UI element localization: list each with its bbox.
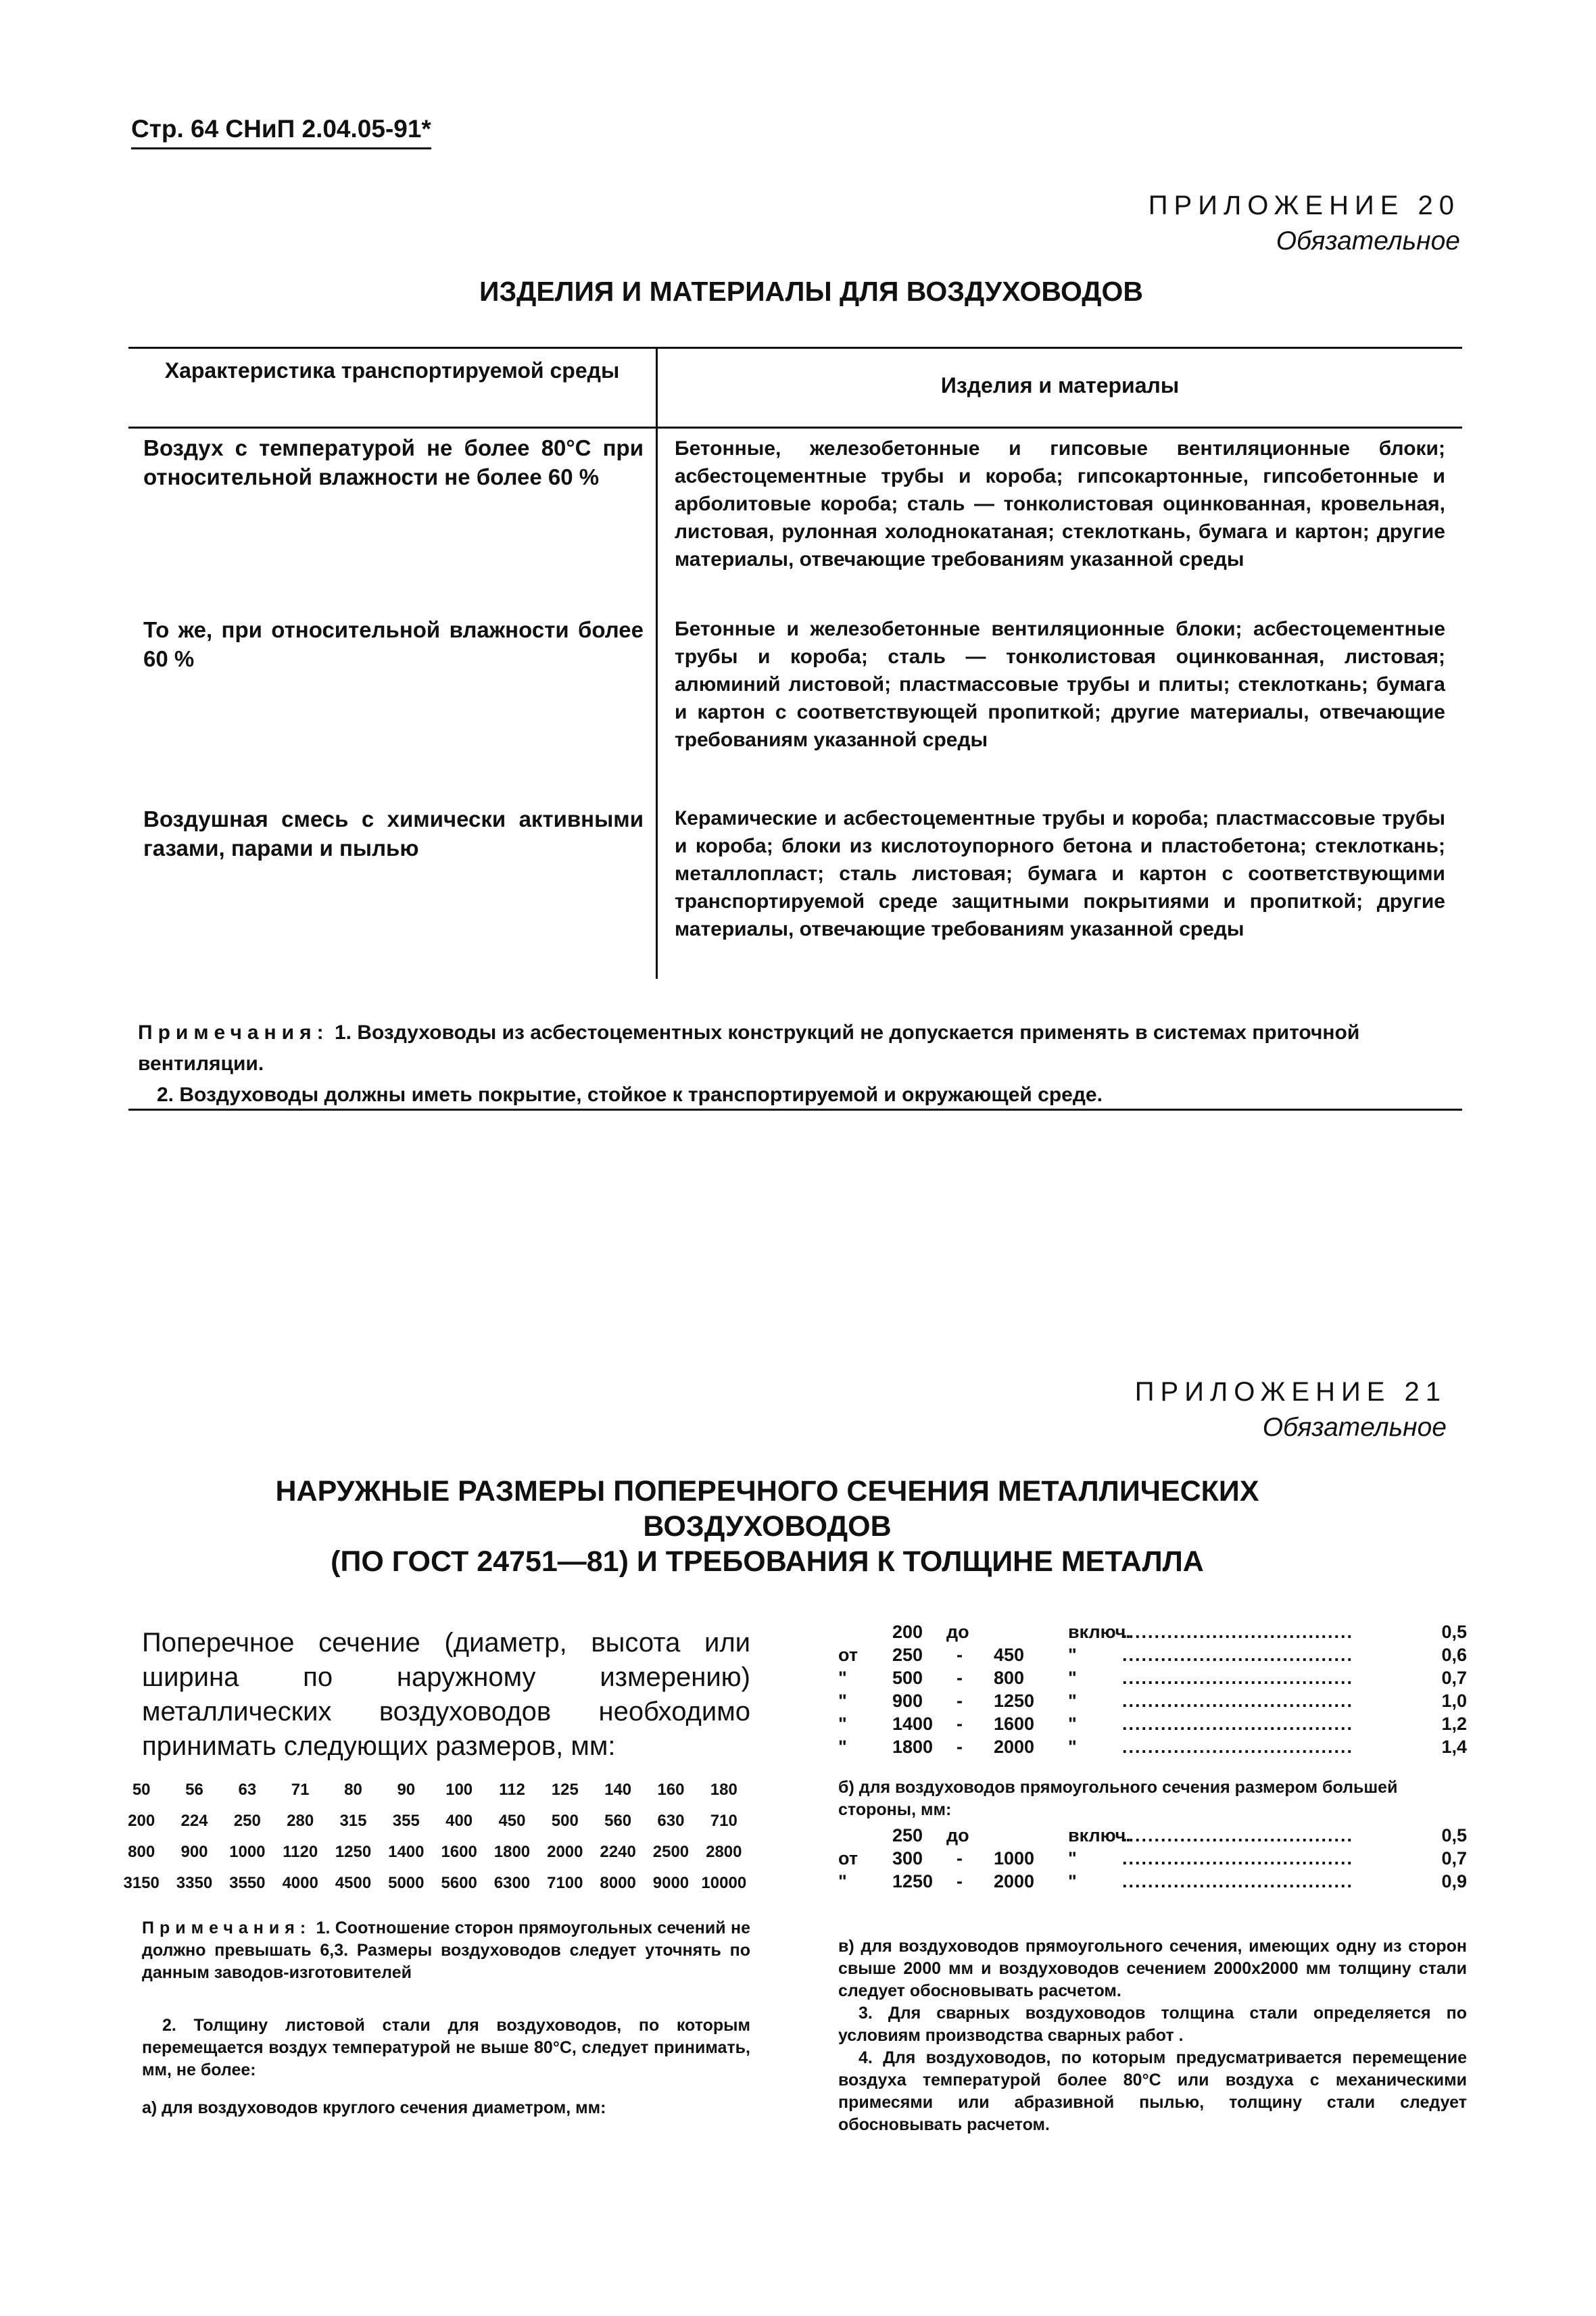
size-cell: 4500 <box>335 1874 372 1892</box>
thickness-dash: - <box>957 1714 963 1734</box>
sizes-row <box>115 1837 750 1868</box>
size-cell: 90 <box>397 1781 416 1799</box>
size-cell: 3550 <box>229 1874 266 1892</box>
size-cell: 50 <box>132 1781 151 1799</box>
size-cell: 3150 <box>123 1874 160 1892</box>
note-1-text: 1. Соотношение сторон прямоугольных сечений не должно превышать 6,3. Размеры воздуховодов следует уточнять по данным заводов-изготовителей <box>142 1919 750 1982</box>
appendix-20-label: ПРИЛОЖЕНИЕ 20 <box>1148 191 1460 220</box>
thickness-post: " <box>1068 1668 1077 1688</box>
round-thickness-table <box>838 1620 1467 1762</box>
thickness-b: 1250 <box>994 1691 1035 1711</box>
table-row-3-medium: Воздушная смесь с химически активными газами, парами и пылью <box>143 806 644 861</box>
thickness-a: 1400 <box>892 1714 934 1734</box>
sizes-row <box>115 1775 750 1806</box>
thickness-post: включ. <box>1068 1825 1131 1845</box>
sizes-table <box>115 1775 750 1899</box>
thickness-a: 250 <box>892 1825 923 1845</box>
size-cell: 5600 <box>441 1874 477 1892</box>
thickness-from: " <box>838 1714 847 1734</box>
thickness-row <box>838 1824 1467 1847</box>
page-reference: Стр. 64 СНиП 2.04.05-91* <box>131 115 431 149</box>
size-cell: 10000 <box>701 1874 747 1892</box>
thickness-dash: - <box>957 1871 963 1891</box>
thickness-b: 2000 <box>994 1871 1035 1891</box>
thickness-a: 200 <box>892 1622 923 1642</box>
thickness-b: 800 <box>994 1668 1025 1688</box>
thickness-from: от <box>838 1645 859 1665</box>
thickness-a: 250 <box>892 1645 923 1665</box>
size-cell: 2000 <box>547 1843 583 1861</box>
notes-label: Примечания: <box>142 1919 312 1937</box>
size-cell: 160 <box>657 1781 685 1799</box>
intro-paragraph: Поперечное сечение (диаметр, высота или ширина по наружному измерению) металлических воздуховодов необходимо принимать следующих размеров, мм: <box>142 1628 750 1761</box>
size-cell: 8000 <box>600 1874 636 1892</box>
thickness-from: " <box>838 1737 847 1757</box>
thickness-b: 1000 <box>994 1848 1035 1868</box>
thickness-post: " <box>1068 1714 1077 1734</box>
size-cell: 1000 <box>229 1843 266 1861</box>
notes-label: Примечания: <box>138 1021 329 1044</box>
size-cell: 280 <box>287 1812 314 1830</box>
thickness-value: 1,2 <box>1441 1714 1467 1734</box>
appendix-21-note-2b: б) для воздуховодов прямоугольного сечения размером большей стороны, мм: <box>838 1778 1398 1819</box>
size-cell: 1800 <box>493 1843 531 1861</box>
thickness-post: " <box>1068 1848 1077 1868</box>
leader-dots: .................................... <box>1122 1871 1354 1891</box>
table-row-1-materials: Бетонные, железобетонные и гипсовые вентиляционные блоки; асбестоцементные трубы и короба; гипсокартонные, гипсобетонные и арболитовые короба; сталь — тонколистовая оцинкованная, кровельная, листовая, рулонная холоднокатаная; стеклоткань, бумага и картон; другие материалы, отвечающие требованиям указанной среды <box>675 437 1445 571</box>
thickness-pre: до <box>946 1825 969 1845</box>
size-cell: 56 <box>185 1781 203 1799</box>
sizes-row <box>115 1806 750 1837</box>
thickness-post: " <box>1068 1871 1077 1891</box>
thickness-post: включ. <box>1068 1622 1131 1642</box>
size-cell: 400 <box>445 1812 473 1830</box>
table-header-medium: Характеристика транспортируемой среды <box>164 358 620 383</box>
thickness-value: 0,7 <box>1441 1848 1467 1868</box>
thickness-dash: - <box>957 1668 963 1688</box>
thickness-a: 300 <box>892 1848 923 1868</box>
appendix-21-note-2a: а) для воздуховодов круглого сечения диаметром, мм: <box>142 2098 606 2117</box>
size-cell: 112 <box>499 1781 525 1799</box>
size-cell: 355 <box>392 1812 420 1830</box>
size-cell: 63 <box>238 1781 257 1799</box>
thickness-row <box>838 1689 1467 1712</box>
divider <box>128 1109 1462 1111</box>
thickness-from: " <box>838 1691 847 1711</box>
appendix-21-status: Обязательное <box>1262 1413 1447 1442</box>
leader-dots: .................................... <box>1122 1645 1354 1665</box>
thickness-value: 0,5 <box>1441 1825 1467 1845</box>
size-cell: 250 <box>233 1812 261 1830</box>
thickness-b: 450 <box>994 1645 1025 1665</box>
thickness-row <box>838 1620 1467 1643</box>
size-cell: 9000 <box>652 1874 690 1892</box>
appendix-21-title <box>155 1474 1379 1579</box>
thickness-row <box>838 1666 1467 1689</box>
thickness-from: " <box>838 1668 847 1688</box>
thickness-a: 1250 <box>892 1871 934 1891</box>
appendix-20-notes <box>138 1017 1456 1111</box>
thickness-row <box>838 1847 1467 1870</box>
leader-dots: .................................... <box>1122 1848 1354 1868</box>
size-cell: 1400 <box>388 1843 425 1861</box>
thickness-row <box>838 1712 1467 1735</box>
table-row-3-materials: Керамические и асбестоцементные трубы и короба; пластмассовые трубы и короба; блоки из кислотоупорного бетона и пластобетона; стеклоткань; металлопласт; сталь листовая; бумага и картон с соответствующими транспортируемой среде защитными покрытиями и пропиткой; другие материалы, отвечающие требованиям указанной среды <box>675 807 1445 940</box>
size-cell: 1250 <box>335 1843 372 1861</box>
leader-dots: .................................... <box>1122 1714 1354 1734</box>
size-cell: 100 <box>445 1781 473 1799</box>
size-cell: 2240 <box>600 1843 636 1861</box>
note-4: 4. Для воздуховодов, по которым предусматривается перемещение воздуха температурой более 80°С или воздуха с механическими примесями или абразивной пылью, толщину стали следует обосновывать расчетом. <box>838 2048 1467 2134</box>
thickness-value: 1,0 <box>1441 1691 1467 1711</box>
appendix-20-title: ИЗДЕЛИЯ И МАТЕРИАЛЫ ДЛЯ ВОЗДУХОВОДОВ <box>479 276 1144 307</box>
size-cell: 125 <box>551 1781 579 1799</box>
size-cell: 4000 <box>282 1874 318 1892</box>
table-row-1-medium: Воздух с температурой не более 80°С при относительной влажности не более 60 % <box>143 435 644 489</box>
leader-dots: .................................... <box>1122 1622 1354 1642</box>
thickness-value: 0,7 <box>1441 1668 1467 1688</box>
thickness-a: 1800 <box>892 1737 934 1757</box>
thickness-row <box>838 1643 1467 1666</box>
appendix-21-note-2c-block <box>838 1935 1467 2136</box>
thickness-row <box>838 1735 1467 1758</box>
size-cell: 5000 <box>388 1874 425 1892</box>
thickness-a: 500 <box>892 1668 923 1688</box>
note-2c: в) для воздуховодов прямоугольного сечения, имеющих одну из сторон свыше 2000 мм и воздуховодов сечением 2000x2000 мм толщину стали следует обосновывать расчетом. <box>838 1937 1467 2000</box>
size-cell: 500 <box>551 1812 579 1830</box>
size-cell: 560 <box>604 1812 632 1830</box>
title-line-1: НАРУЖНЫЕ РАЗМЕРЫ ПОПЕРЕЧНОГО СЕЧЕНИЯ МЕТАЛЛИЧЕСКИХ ВОЗДУХОВОДОВ <box>275 1475 1259 1543</box>
size-cell: 2500 <box>652 1843 690 1861</box>
size-cell: 710 <box>710 1812 737 1830</box>
size-cell: 180 <box>710 1781 737 1799</box>
leader-dots: .................................... <box>1122 1825 1354 1845</box>
size-cell: 2800 <box>706 1843 742 1861</box>
size-cell: 800 <box>128 1843 155 1861</box>
note-2: 2. Воздуховоды должны иметь покрытие, стойкое к транспортируемой и окружающей среде. <box>157 1084 1103 1106</box>
rect-thickness-table <box>838 1824 1467 1898</box>
size-cell: 1120 <box>283 1843 318 1861</box>
table-header-materials: Изделия и материалы <box>940 373 1180 397</box>
size-cell: 200 <box>128 1812 155 1830</box>
thickness-b: 2000 <box>994 1737 1035 1757</box>
size-cell: 3350 <box>176 1874 213 1892</box>
thickness-dash: - <box>957 1848 963 1868</box>
size-cell: 900 <box>180 1843 208 1861</box>
materials-table <box>128 347 1462 982</box>
thickness-from: от <box>838 1848 859 1868</box>
size-cell: 224 <box>180 1812 208 1830</box>
size-cell: 315 <box>339 1812 367 1830</box>
note-3: 3. Для сварных воздуховодов толщина стали определяется по условиям производства сварных работ . <box>838 2004 1467 2045</box>
table-row-2-materials: Бетонные и железобетонные вентиляционные блоки; асбестоцементные трубы и короба; сталь — тонколистовая оцинкованная, листовая; алюминий листовой; пластмассовые трубы и плиты; стеклоткань; бумага и картон с соответствующей пропиткой; другие материалы, отвечающие требованиям указанной среды <box>675 618 1445 751</box>
thickness-post: " <box>1068 1691 1077 1711</box>
thickness-value: 0,5 <box>1441 1622 1467 1642</box>
thickness-value: 0,9 <box>1441 1871 1467 1891</box>
thickness-dash: - <box>957 1691 963 1711</box>
thickness-post: " <box>1068 1737 1077 1757</box>
size-cell: 6300 <box>493 1874 531 1892</box>
appendix-20-status: Обязательное <box>1276 226 1460 256</box>
table-row-2-medium: То же, при относительной влажности более 60 % <box>143 617 644 671</box>
thickness-a: 900 <box>892 1691 923 1711</box>
size-cell: 7100 <box>547 1874 583 1892</box>
thickness-value: 1,4 <box>1441 1737 1467 1757</box>
thickness-b: 1600 <box>994 1714 1035 1734</box>
appendix-21-label: ПРИЛОЖЕНИЕ 21 <box>1134 1377 1447 1407</box>
leader-dots: .................................... <box>1122 1737 1354 1757</box>
leader-dots: .................................... <box>1122 1691 1354 1711</box>
thickness-dash: - <box>957 1645 963 1665</box>
thickness-value: 0,6 <box>1441 1645 1467 1665</box>
thickness-row <box>838 1870 1467 1893</box>
size-cell: 1600 <box>441 1843 477 1861</box>
size-cell: 630 <box>657 1812 685 1830</box>
leader-dots: .................................... <box>1122 1668 1354 1688</box>
thickness-dash: - <box>957 1737 963 1757</box>
size-cell: 450 <box>498 1812 526 1830</box>
thickness-post: " <box>1068 1645 1077 1665</box>
sizes-row <box>115 1868 750 1899</box>
appendix-21-note-1 <box>142 1917 750 1984</box>
thickness-pre: до <box>946 1622 969 1642</box>
title-line-2: (ПО ГОСТ 24751—81) И ТРЕБОВАНИЯ К ТОЛЩИНЕ МЕТАЛЛА <box>331 1545 1204 1578</box>
thickness-from: " <box>838 1871 847 1891</box>
appendix-21-note-2: 2. Толщину листовой стали для воздуховодов, по которым перемещается воздух температурой не выше 80°С, следует принимать, мм, не более: <box>142 2016 750 2079</box>
size-cell: 80 <box>344 1781 362 1799</box>
size-cell: 140 <box>604 1781 632 1799</box>
size-cell: 71 <box>291 1781 310 1799</box>
note-1: 1. Воздуховоды из асбестоцементных конструкций не допускается применять в системах приточной вентиляции. <box>138 1021 1360 1075</box>
